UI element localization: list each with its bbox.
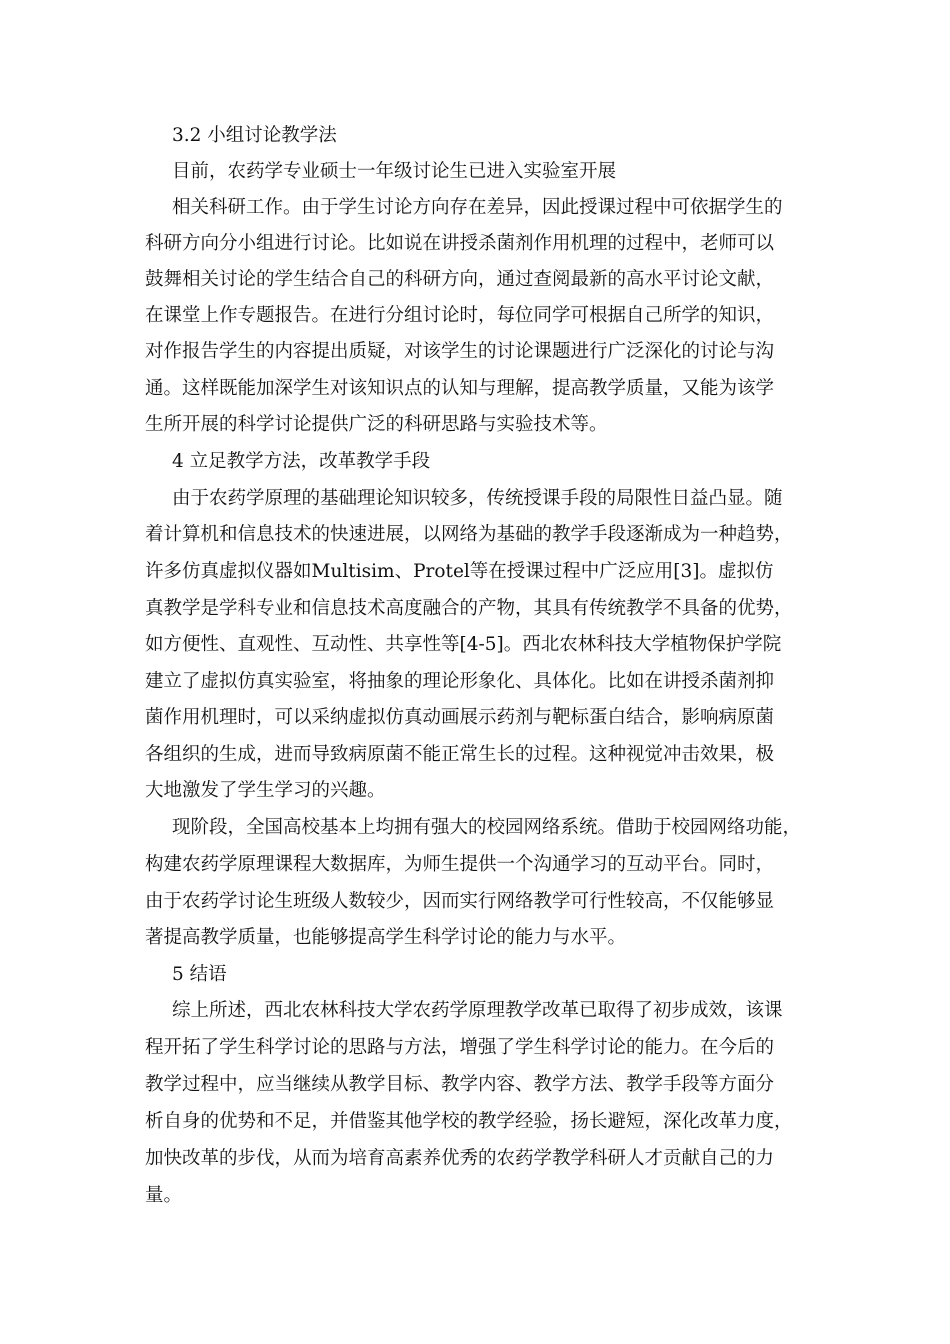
paragraph-line: 生所开展的科学讨论提供广泛的科研思路与实验技术等。 bbox=[145, 414, 608, 435]
paragraph-line: 菌作用机理时，可以采纳虚拟仿真动画展示药剂与靶标蛋白结合，影响病原菌 bbox=[145, 707, 775, 728]
paragraph-line: 著提高教学质量，也能够提高学生科学讨论的能力与水平。 bbox=[145, 927, 627, 948]
paragraph-line: 综上所述，西北农林科技大学农药学原理教学改革已取得了初步成效，该课 bbox=[172, 1000, 783, 1021]
paragraph-line: 量。 bbox=[145, 1185, 183, 1206]
paragraph-line: 建立了虚拟仿真实验室，将抽象的理论形象化、具体化。比如在讲授杀菌剂抑 bbox=[145, 671, 775, 692]
paragraph-line: 如方便性、直观性、互动性、共享性等[4-5]。西北农林科技大学植物保护学院 bbox=[145, 634, 782, 655]
paragraph-line: 真教学是学科专业和信息技术高度融合的产物，其具有传统教学不具备的优势， bbox=[145, 598, 793, 619]
paragraph-line: 加快改革的步伐，从而为培育高素养优秀的农药学教学科研人才贡献自己的力 bbox=[145, 1148, 775, 1169]
paragraph-line: 许多仿真虚拟仪器如Multisim、Protel等在授课过程中广泛应用[3]。虚拟仿 bbox=[145, 561, 774, 582]
paragraph-line: 构建农药学原理课程大数据库，为师生提供一个沟通学习的互动平台。同时， bbox=[145, 854, 775, 875]
section-heading-5: 5 结语 bbox=[172, 964, 227, 985]
paragraph-line: 各组织的生成，进而导致病原菌不能正常生长的过程。这种视觉冲击效果，极 bbox=[145, 744, 775, 765]
paragraph-line: 相关科研工作。由于学生讨论方向存在差异，因此授课过程中可依据学生的 bbox=[172, 197, 783, 218]
paragraph-line: 鼓舞相关讨论的学生结合自己的科研方向，通过查阅最新的高水平讨论文献， bbox=[145, 269, 775, 290]
paragraph-line: 现阶段，全国高校基本上均拥有强大的校园网络系统。借助于校园网络功能， bbox=[172, 817, 802, 838]
paragraph-line: 教学过程中，应当继续从教学目标、教学内容、教学方法、教学手段等方面分 bbox=[145, 1074, 775, 1095]
paragraph-line: 程开拓了学生科学讨论的思路与方法，增强了学生科学讨论的能力。在今后的 bbox=[145, 1037, 775, 1058]
section-heading-4: 4 立足教学方法，改革教学手段 bbox=[172, 451, 431, 472]
paragraph-line: 科研方向分小组进行讨论。比如说在讲授杀菌剂作用机理的过程中，老师可以 bbox=[145, 233, 775, 254]
paragraph-line: 由于农药学原理的基础理论知识较多，传统授课手段的局限性日益凸显。随 bbox=[172, 488, 783, 509]
paragraph-line: 目前，农药学专业硕士一年级讨论生已进入实验室开展 bbox=[172, 161, 617, 182]
paragraph-line: 析自身的优势和不足，并借鉴其他学校的教学经验，扬长避短，深化改革力度， bbox=[145, 1111, 793, 1132]
paragraph-line: 大地激发了学生学习的兴趣。 bbox=[145, 780, 386, 801]
paragraph-line: 通。这样既能加深学生对该知识点的认知与理解，提高教学质量，又能为该学 bbox=[145, 378, 775, 399]
paragraph-line: 对作报告学生的内容提出质疑，对该学生的讨论课题进行广泛深化的讨论与沟 bbox=[145, 341, 775, 362]
section-heading-3-2: 3.2 小组讨论教学法 bbox=[172, 125, 337, 146]
paragraph-line: 在课堂上作专题报告。在进行分组讨论时，每位同学可根据自己所学的知识， bbox=[145, 305, 775, 326]
paragraph-line: 着计算机和信息技术的快速进展，以网络为基础的教学手段逐渐成为一种趋势， bbox=[145, 524, 793, 545]
paragraph-line: 由于农药学讨论生班级人数较少，因而实行网络教学可行性较高，不仅能够显 bbox=[145, 891, 775, 912]
